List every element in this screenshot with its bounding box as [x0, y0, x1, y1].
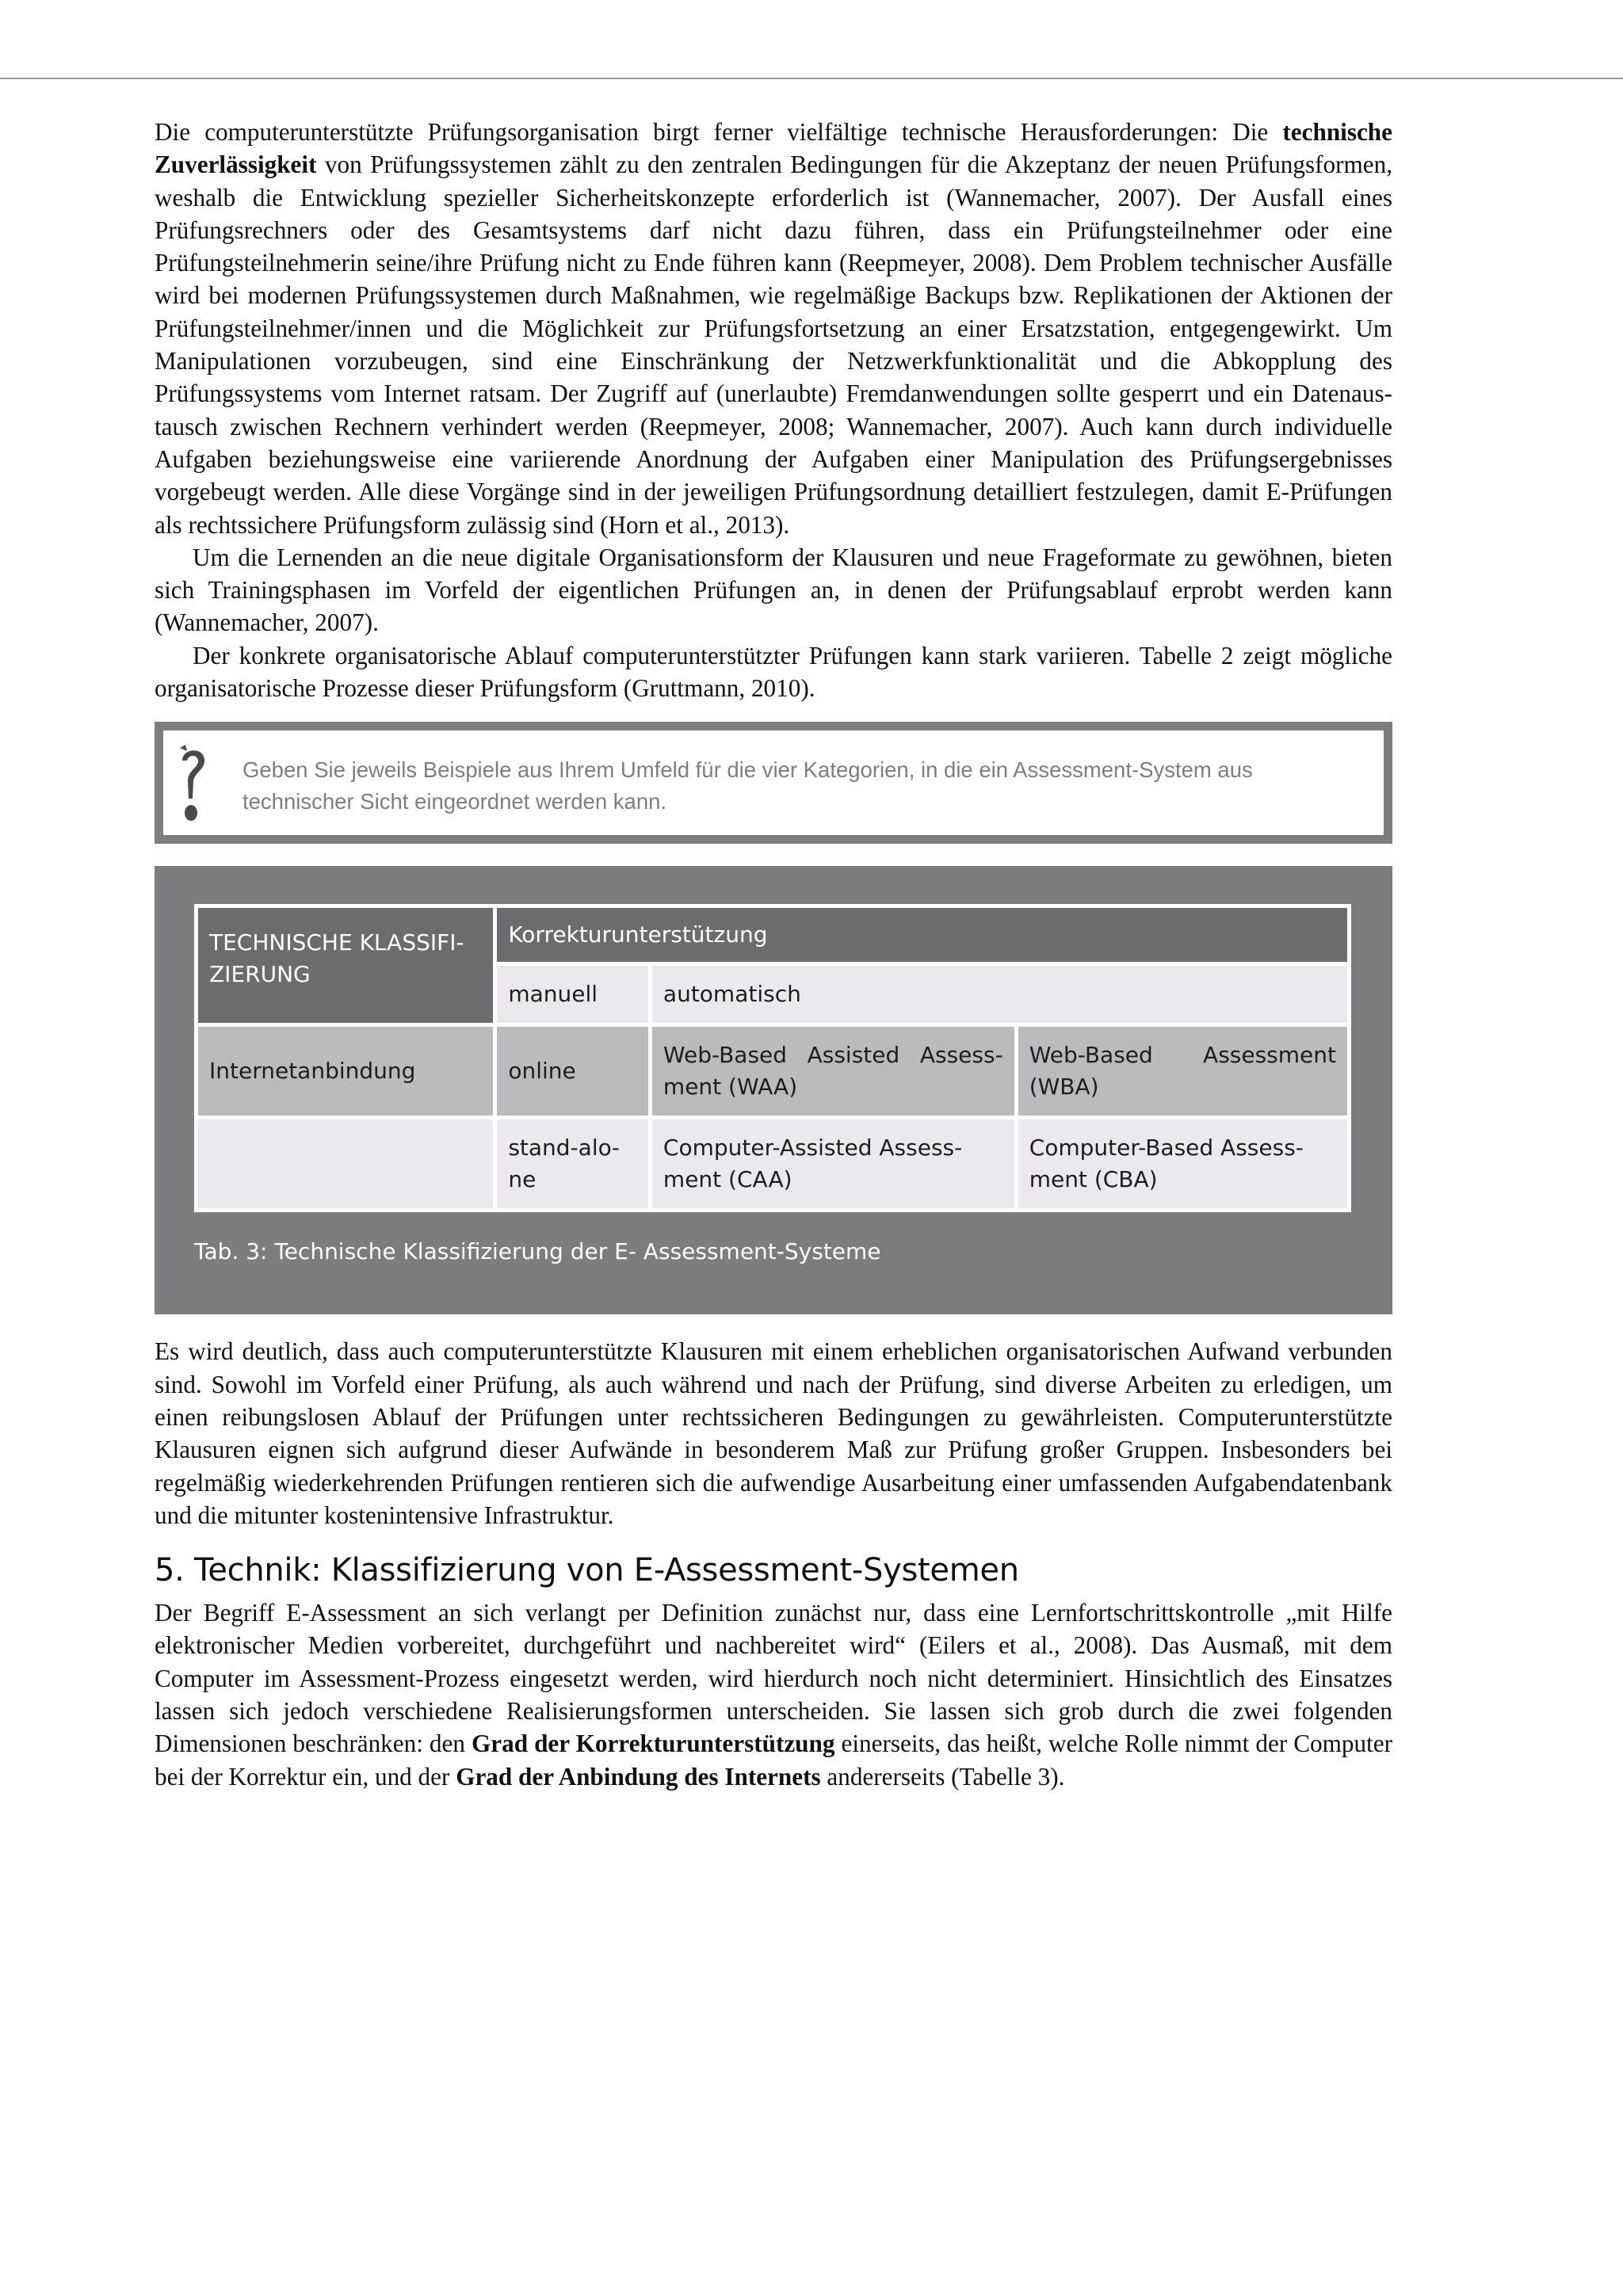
text-run: Der Begriff E-Assessment an sich verlangt per Definition zunächst nur, dass eine Lernfortschrittskontrolle „mit Hilfe elektronischer Medien vorbereitet, durchgeführt und nachbereitet wird“ (Eilers et al., 2008). Das Ausmaß, mit dem Computer im Assessment-Prozess eingesetzt werden, wird hierdurch noch nicht determiniert. Hinsichtlich des Einsatzes lassen sich jedoch verschiedene Realisierungsformen unterscheiden. Sie lassen sich grob durch die zwei folgenden Dimensionen beschränken: den [155, 1599, 1392, 1758]
empty-cell [197, 1118, 495, 1211]
bold-term: Grad der Anbindung des Internets [456, 1762, 821, 1791]
cell-caa: Computer-Assisted Assessment (CAA) [650, 1118, 1016, 1211]
cell-cba: Computer-Based Assessment (CBA) [1016, 1118, 1349, 1211]
paragraph [155, 1335, 1392, 1531]
subheader-automatic: automatisch [650, 964, 1349, 1025]
table-row [197, 1118, 1350, 1211]
classification-table [194, 904, 1351, 1212]
cell-waa: Web-Based Assisted Assessment (WAA) [650, 1025, 1016, 1118]
cell-wba: Web-Based Assessment (WBA) [1016, 1025, 1349, 1118]
section-heading: 5. Technik: Klassifizierung von E-Assessment-Systemen [155, 1552, 1019, 1589]
bold-term: technische Zuverlässigkeit [155, 118, 1392, 179]
question-mark-icon [178, 743, 209, 826]
bold-term: Grad der Korrekturunterstützung [472, 1730, 835, 1758]
text-run: andererseits (Tabelle 3). [820, 1762, 1065, 1791]
row-online-label: online [495, 1025, 651, 1118]
exercise-text: Geben Sie jeweils Beispiele aus Ihrem Umfeld für die vier Kategorien, in die ein Assessment-System aus technischer Sicht eingeordnet werden kann. [242, 757, 1253, 814]
row-standalone-label: stand-alone [495, 1118, 651, 1211]
corner-header-cell: TECHNISCHE KLASSIFIZIERUNG [197, 906, 495, 1025]
intro-paragraphs [155, 116, 1392, 704]
paragraph [155, 639, 1392, 705]
table-caption: Tab. 3: Technische Klassifizierung der E- Assessment-Systeme [194, 1238, 881, 1265]
text-run: einerseits, das heißt, welche Rolle nimmt der Computer bei der Korrektur ein, und der [155, 1730, 1392, 1791]
row-dimension-label: Internetanbindung [197, 1025, 495, 1118]
text-run: Die computerunterstützte Prüfungsorganisation birgt ferner vielfältige technische Herausforderungen: Die [155, 118, 1283, 146]
paragraph [155, 1596, 1392, 1793]
text-run: Der konkrete organisatorische Ablauf computerunterstützter Prüfungen kann stark variieren. Tabelle 2 zeigt mögliche organisatorische Prozesse dieser Prüfungsform (Gruttmann, 2010). [155, 641, 1392, 703]
page-content [155, 116, 1392, 1793]
text-run: Um die Lernenden an die neue digitale Organisationsform der Klausuren und neue Frageformate zu gewöhnen, bieten sich Trainingsphasen im Vorfeld der eigentlichen Prüfungen an, in denen der Prüfungsablauf erprobt werden kann (Wannemacher, 2007). [155, 543, 1392, 637]
text-run: Es wird deutlich, dass auch computerunterstützte Klausuren mit einem erheblichen organisatorischen Aufwand verbunden sind. Sowohl im Vorfeld einer Prüfung, als auch während und nach der Prüfung, sind diverse Arbeiten zu erledigen, um einen reibungslosen Ablauf der Prüfungen unter rechtssicheren Bedingungen zu gewährleisten. Computerunterstützte Klausuren eignen sich aufgrund dieser Aufwände in besonderem Maß zur Prüfung großer Gruppen. Insbesonders bei regelmäßig wiederkehrenden Prüfungen rentieren sich die aufwendige Ausarbeitung einer umfassenden Aufgabendatenbank und die mitunter kostenintensive Infrastruktur. [155, 1337, 1392, 1529]
section-paragraphs [155, 1596, 1392, 1793]
group-header-cell: Korrekturunterstützung [495, 906, 1350, 964]
table-panel [155, 866, 1392, 1314]
table-row [197, 1025, 1350, 1118]
discussion-paragraphs [155, 1335, 1392, 1531]
paragraph [155, 541, 1392, 639]
table-header-row [197, 906, 1350, 964]
header-rule [0, 78, 1623, 79]
paragraph [155, 116, 1392, 541]
subheader-manual: manuell [495, 964, 651, 1025]
exercise-box [155, 722, 1392, 844]
text-run: von Prüfungssystemen zählt zu den zentralen Bedingungen für die Akzeptanz der neuen Prüfungsformen, weshalb die Entwicklung spezieller Sicherheitskonzepte erforderlich ist (Wannemacher, 2007). Der Ausfall eines Prüfungsrechners oder des Gesamtsystems darf nicht dazu führen, dass ein Prüfungsteilnehmer oder eine Prüfungsteilnehmerin seine/ihre Prüfung nicht zu Ende führen kann (Reepmeyer, 2008). Dem Problem technischer Ausfälle wird bei modernen Prüfungssystemen durch Maßnahmen, wie regelmäßige Backups bzw. Replikationen der Aktionen der Prüfungsteilnehmer/innen und die Möglichkeit zur Prüfungsfortsetzung an einer Ersatzstation, entgegengewirkt. Um Manipulationen vorzubeugen, sind eine Einschränkung der Netzwerkfunktionalität und die Abkopplung des Prüfungssystems vom Internet ratsam. Der Zugriff auf (unerlaubte) Fremdanwendungen sollte gesperrt und ein Datenaustausch zwischen Rechnern verhindert werden (Reepmeyer, 2008; Wannemacher, 2007). Auch kann durch individuelle Aufgaben beziehungsweise eine variierende Anordnung der Aufgaben einer Manipulation des Prüfungsergebnisses vorgebeugt werden. Alle diese Vorgänge sind in der jeweiligen Prüfungsordnung detailliert festzulegen, damit E-Prüfungen als rechtssichere Prüfungsform zulässig sind (Horn et al., 2013). [155, 151, 1392, 539]
